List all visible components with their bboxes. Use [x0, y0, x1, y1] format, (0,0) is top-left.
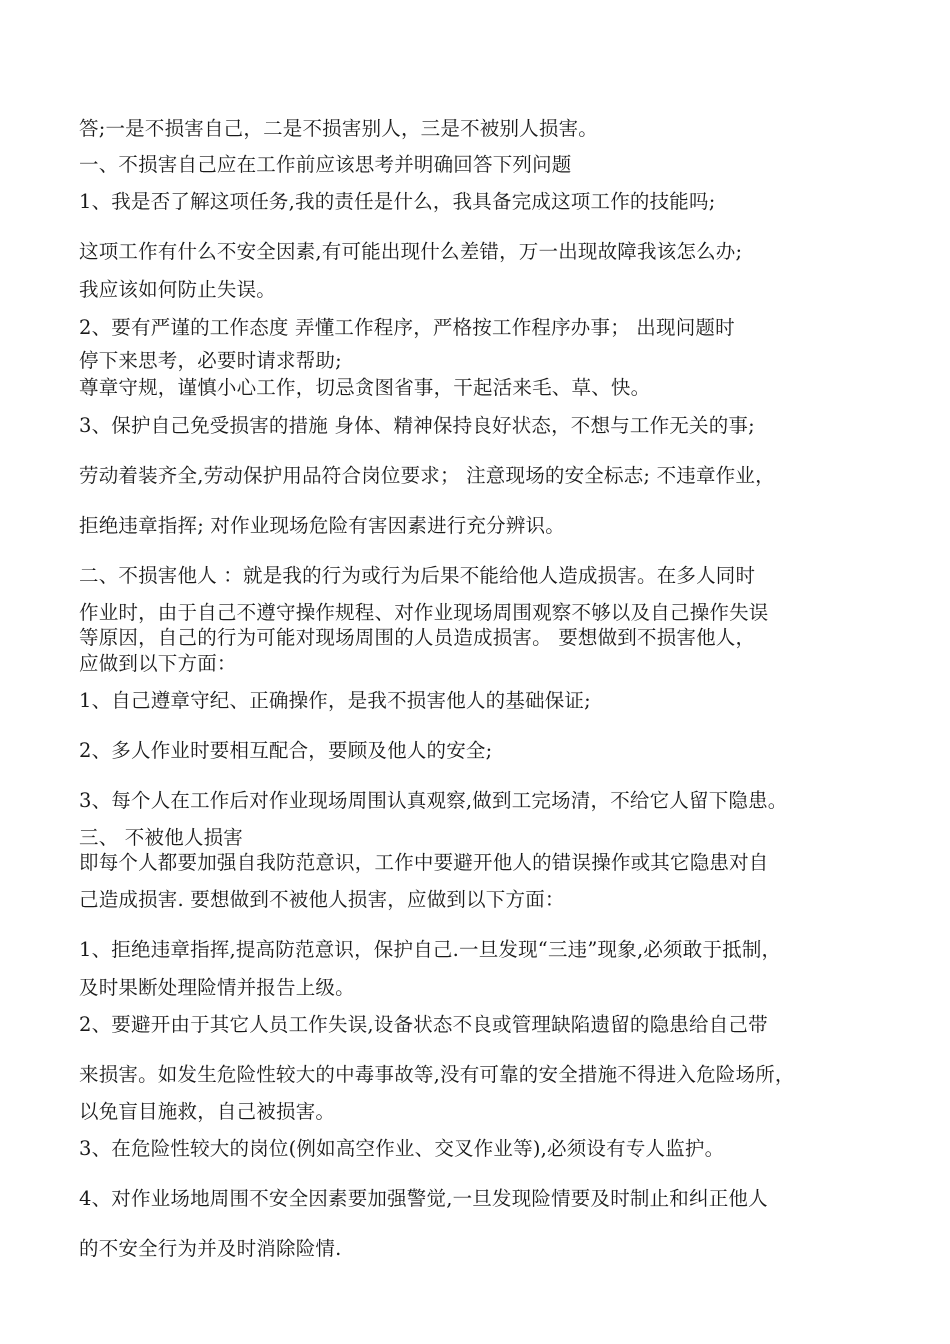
paragraph-line: 停下来思考，必要时请求帮助;: [79, 349, 342, 372]
paragraph-line: 及时果断处理险情并报告上级。: [79, 976, 355, 999]
paragraph-line: 3、保护自己免受损害的措施 身体、精神保持良好状态，不想与工作无关的事;: [79, 414, 755, 437]
paragraph-line: 2、要有严谨的工作态度 弄懂工作程序，严格按工作程序办事； 出现问题时: [79, 316, 735, 339]
paragraph-line: 1、拒绝违章指挥,提高防范意识，保护自己.一旦发现“三违”现象,必须敢于抵制，: [79, 938, 782, 961]
paragraph-line: 2、多人作业时要相互配合，要顾及他人的安全;: [79, 739, 493, 762]
paragraph-line: 即每个人都要加强自我防范意识，工作中要避开他人的错误操作或其它隐患对自: [79, 851, 769, 874]
paragraph-line: 我应该如何防止失误。: [79, 278, 277, 301]
paragraph-line: 的不安全行为并及时消除险情.: [79, 1237, 342, 1260]
paragraph-line: 3、每个人在工作后对作业现场周围认真观察,做到工完场清，不给它人留下隐患。: [79, 789, 788, 812]
answer-intro-line: 答;一是不损害自己，二是不损害别人，三是不被别人损害。: [79, 117, 598, 140]
section-3-heading: 三、 不被他人损害: [79, 826, 243, 849]
paragraph-line: 己造成损害. 要想做到不被他人损害，应做到以下方面：: [79, 888, 565, 911]
paragraph-line: 应做到以下方面：: [79, 652, 237, 675]
paragraph-line: 尊章守规，谨慎小心工作，切忌贪图省事，干起活来毛、草、快。: [79, 376, 651, 399]
paragraph-line: 1、我是否了解这项任务,我的责任是什么，我具备完成这项工作的技能吗;: [79, 190, 716, 213]
paragraph-line: 2、要避开由于其它人员工作失误,设备状态不良或管理缺陷遗留的隐患给自己带: [79, 1013, 768, 1036]
section-2-heading: 二、不损害他人 ：就是我的行为或行为后果不能给他人造成损害。在多人同时: [79, 564, 756, 587]
paragraph-line: 拒绝违章指挥; 对作业现场危险有害因素进行充分辨识。: [79, 514, 565, 537]
paragraph-line: 以免盲目施救，自己被损害。: [79, 1100, 336, 1123]
section-1-heading: 一、不损害自己应在工作前应该思考并明确回答下列问题: [79, 153, 572, 176]
paragraph-line: 劳动着装齐全,劳动保护用品符合岗位要求； 注意现场的安全标志; 不违章作业，: [79, 464, 775, 487]
paragraph-line: 来损害。如发生危险性较大的中毒事故等,没有可靠的安全措施不得进入危险场所，: [79, 1063, 795, 1086]
paragraph-line: 等原因，自己的行为可能对现场周围的人员造成损害。 要想做到不损害他人，: [79, 626, 756, 649]
paragraph-line: 3、在危险性较大的岗位(例如高空作业、交叉作业等),必须设有专人监护。: [79, 1137, 725, 1160]
paragraph-line: 4、对作业场地周围不安全因素要加强警觉,一旦发现险情要及时制止和纠正他人: [79, 1187, 768, 1210]
paragraph-line: 1、自己遵章守纪、正确操作，是我不损害他人的基础保证;: [79, 689, 591, 712]
paragraph-line: 这项工作有什么不安全因素,有可能出现什么差错，万一出现故障我该怎么办;: [79, 240, 743, 263]
paragraph-line: 作业时，由于自己不遵守操作规程、对作业现场周围观察不够以及自己操作失误: [79, 601, 769, 624]
